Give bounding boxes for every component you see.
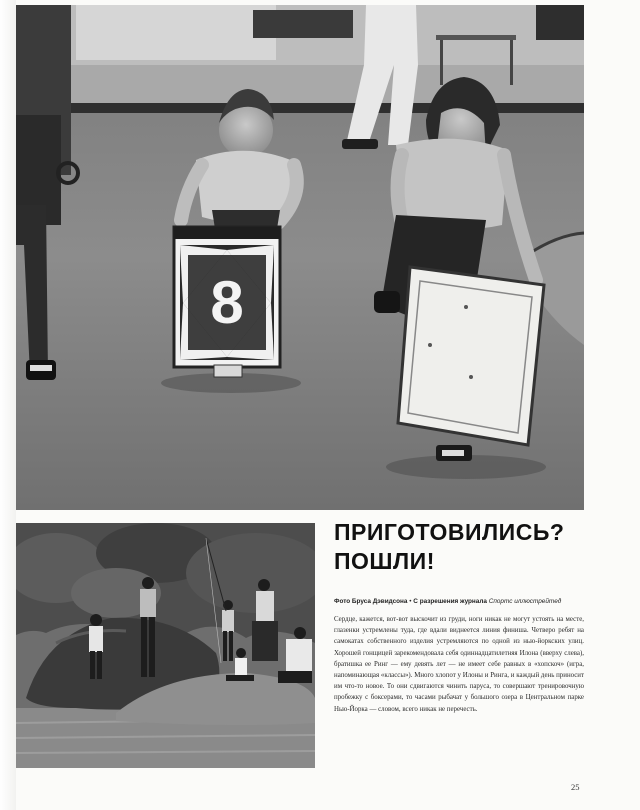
box-number-label: 8 [210,269,244,336]
credit-bullet: • [409,598,412,605]
photo-credit [334,597,626,606]
page-number: 25 [571,782,580,792]
credit-permission: С разрешения журнала [413,598,487,605]
credit-photographer: Фото Бруса Дэвидсона [334,598,408,605]
credit-magazine: Спортс иллюстрейтед [488,598,562,605]
top-photo-boys-racing [16,5,584,510]
article-title [334,518,624,576]
bottom-photo-illustration [16,523,315,768]
top-photo-illustration [16,5,584,510]
title-line-2: ПОШЛИ! [334,548,435,574]
bottom-photo-fishing [16,523,315,768]
title-line-1: ПРИГОТОВИЛИСЬ? [334,519,565,545]
scan-edge [0,0,16,810]
article-body: Сердце, кажется, вот-вот выскочит из груди, ноги никак не могут устоять на месте, глазенки устремлены туда, где вдали виднеется линия финиша. Четверо ребят на самокатах собственного изделия устремляются по одной из нью-йоркских улиц. Хорошей гонщицей зарекомендовала себя одиннадцатилетняя Илона (вверху слева), братишка ее Ринг — ему девять лет — не имеет себе равных в «хопскоч» (игра, напоминающая «классы»). Много хлопот у Илоны и Ринга, и каждый день приносит им что-то новое. То они сдвигаются чинить паруса, то совершают тренировочную пробежку с боксерами, то часами рыбачат у большого озера в Центральном парке Нью-Йорка — словом, всего никак не перечесть. [334,616,584,713]
